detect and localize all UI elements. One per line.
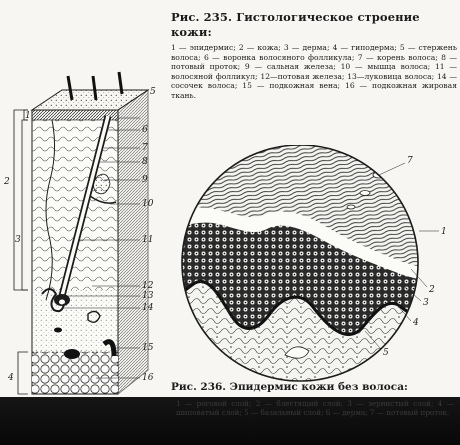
label-12: 12	[142, 281, 154, 291]
figure-236-title: Рис. 236. Эпидермис кожи без волоса:	[171, 381, 408, 393]
label-7: 7	[142, 143, 148, 153]
fig236-label-7: 7	[407, 156, 413, 166]
label-8: 8	[142, 157, 148, 167]
label-14: 14	[142, 303, 154, 313]
label-1: 1	[25, 111, 31, 121]
label-2: 2	[4, 177, 10, 187]
figure-235-title: Рис. 235. Гистологическое строение кожи:	[171, 10, 420, 39]
epidermis-micrograph	[165, 145, 457, 385]
label-9: 9	[142, 175, 148, 185]
label-11: 11	[142, 235, 154, 245]
fig236-label-1: 1	[441, 227, 447, 237]
fig236-label-5: 5	[383, 348, 389, 358]
figure-236-legend: 1 — роговой слой; 2 — блестящий слой; 3 — зернистый слой; 4 — шиповатый слой; 5 — базальный слой; 6 — дерма; 7 — потовый проток.	[176, 399, 454, 418]
label-5: 5	[150, 87, 156, 97]
label-15: 15	[142, 343, 154, 353]
label-3: 3	[15, 235, 21, 245]
label-10: 10	[142, 199, 154, 209]
fig236-label-2: 2	[429, 285, 435, 295]
figure-235-legend: 1 — эпидермис; 2 — кожа; 3 — дерма; 4 — гиподерма; 5 — стержень волоса; 6 — воронка волосяного фолликула; 7 — корень волоса; 8 — потовый проток; 9 — сальная железа; 10 — мышца волоса; 11 — волосяной фолликул; 12—потовая железа; 13—луковица волоса; 14 — сосочек волоса; 15 — подкожная вена; 16 — подкожная жировая ткань.	[171, 43, 457, 100]
label-16: 16	[142, 373, 154, 383]
label-6: 6	[142, 125, 148, 135]
figure-235-caption	[171, 10, 457, 101]
label-4: 4	[8, 373, 14, 383]
skin-block-diagram	[0, 64, 170, 398]
label-13: 13	[142, 291, 154, 301]
fig236-label-3: 3	[423, 298, 429, 308]
fig236-label-4: 4	[413, 318, 419, 328]
